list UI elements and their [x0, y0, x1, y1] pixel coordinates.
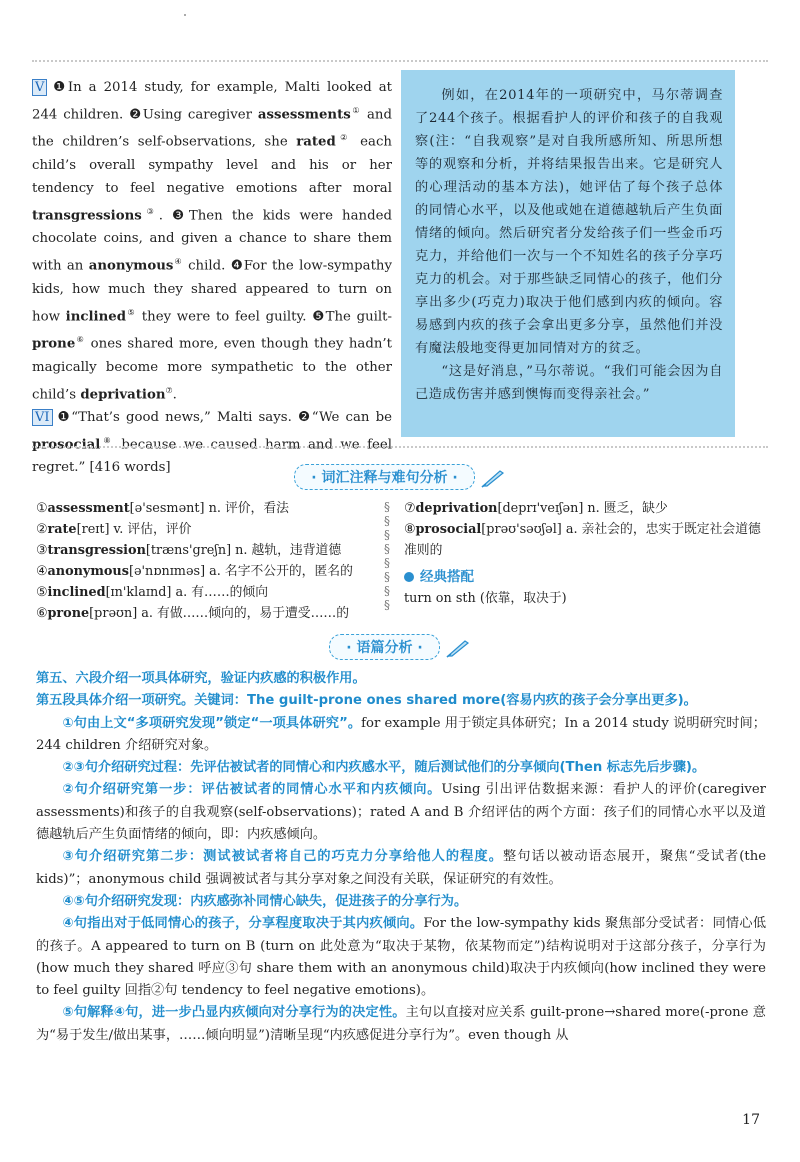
vocab-item: ④anonymous[ə'nɒnɪməs] a. 名字不公开的，匿名的 — [36, 564, 353, 579]
analysis-point: ③句介绍研究第二步：测试被试者将自己的巧克力分享给他人的程度。整句话以被动语态展开，聚焦“受试者(the kids)”；anonymous child 强调被试者与其分享对象之间没有关联，保证研究的有效性。 — [36, 849, 766, 887]
discourse-analysis — [36, 668, 766, 1047]
scan-speck — [184, 14, 186, 16]
vocab-item: ①assessment[ə'sesmənt] n. 评价，看法 — [36, 501, 289, 516]
quill-pen-icon — [480, 468, 506, 488]
collocation-item: turn on sth (依靠，取决于) — [404, 591, 567, 606]
vocab-word: transgressions — [32, 208, 142, 224]
top-divider — [32, 60, 768, 62]
quill-pen-icon — [445, 638, 471, 658]
page-number: 17 — [742, 1112, 760, 1128]
vocab-list-left — [36, 498, 376, 624]
translation-paragraph: 例如，在2014年的一项研究中，马尔蒂调查了244个孩子。根据看护人的评价和孩子的自我观察(注：“自我观察”是对自我所感所知、所思所想等的观察和分析，并将结果报告出来。它是研究人的心理活动的基本方法)，她评估了每个孩子总体的同情心水平，以及他或她在道德越轨后产生负面情绪的倾向。然后研究者分发给孩子们一些金币巧克力，并给他们一次与一个不知姓名的孩子分享巧克力的机会。对于那些缺乏同情心的孩子，他们分享出多少(巧克力)取决于他们感到内疚的倾向。容易感到内疚的孩子会拿出更多分享，虽然他们并没有魔法般地变得更加同情对方的贫乏。 — [415, 88, 723, 356]
vocab-word: prosocial — [32, 437, 101, 453]
analysis-point: ②句介绍研究第一步：评估被试者的同情心水平和内疚倾向。Using 引出评估数据来源：看护人的评价(caregiver assessments)和孩子的自我观察(self-observations)；rated A and B 介绍评估的两个方面：孩子们的同情心水平以及道德越轨后产生负面情绪的倾向，即：内疚感倾向。 — [36, 782, 766, 843]
vocab-section-heading — [0, 464, 800, 490]
analysis-point: ②③句介绍研究过程：先评估被试者的同情心和内疚感水平，随后测试他们的分享倾向(Then 标志先后步骤)。 — [62, 760, 706, 776]
vocab-item: ⑦deprivation[deprɪ'veɪʃən] n. 匮乏，缺少 — [404, 501, 668, 516]
paragraph-5: V ❶In a 2014 study, for example, Malti looked at 244 children. ❷Using caregiver assessments① and the children’s self-observations, she rated② each child’s overall sympathy level and his or her tendency to feel negative emotions after moral transgressions③. ❸Then the kids were handed chocolate coins, and given a chance to share them with an anonymous④ child. ❹For the low-sympathy kids, how much they shared appeared to turn on how inclined⑤ they were to feel guilty. ❺The guilt-prone⑥ ones shared more, even though they hadn’t magically become more sympathetic to the other child’s deprivation⑦. — [32, 80, 393, 402]
vocab-item: ③transgression[træns'greʃn] n. 越轨，违背道德 — [36, 543, 342, 558]
analysis-section-heading — [0, 634, 800, 660]
analysis-point: ④⑤句介绍研究发现：内疚感弥补同情心缺失，促进孩子的分享行为。 — [62, 893, 468, 909]
translation-box — [401, 70, 735, 437]
vocab-word: rated — [296, 134, 336, 150]
collocation-heading: 经典搭配 — [404, 567, 764, 588]
analysis-point: ④句指出对于低同情心的孩子，分享程度取决于其内疚倾向。For the low-sympathy kids 聚焦部分受试者：同情心低的孩子。A appeared to turn on B (turn on 此处意为“取决于某物，依某物而定”)结构说明对于这部分孩子，分享行为(how much they shared 呼应③句 share them with an anonymous child)取决于内疚倾向(how inclined they were to feel guilty 回指②句 tendency to feel negative emotions)。 — [36, 916, 767, 999]
analysis-point: ①句由上文“多项研究发现”锁定“一项具体研究”。for example 用于锁定具体研究；In a 2014 study 说明研究时间；244 children 介绍研究对象。 — [36, 715, 766, 753]
vocab-item: ⑧prosocial[prəʊ'səʊʃəl] a. 亲社会的，忠实于既定社会道德准则的 — [404, 522, 761, 558]
paragraph-marker: VI — [32, 409, 53, 426]
vocab-word: assessments — [257, 107, 351, 123]
vocab-list-right — [404, 498, 764, 609]
english-passage — [32, 76, 392, 479]
vocab-word: inclined — [65, 309, 126, 325]
vocab-item: ②rate[reɪt] v. 评估，评价 — [36, 522, 192, 537]
paragraph-marker: V — [32, 79, 47, 96]
paragraph-6: VI ❶“That’s good news,” Malti says. ❷“We can be prosocial⑧ because we caused harm and we feel regret.” [416 words] — [32, 409, 392, 476]
vocab-word: prone — [32, 336, 76, 352]
wavy-divider: § § § § § § § § — [384, 500, 390, 612]
vocab-item: ⑤inclined[ɪn'klaɪnd] a. 有……的倾向 — [36, 585, 269, 600]
analysis-point: ⑤句解释④句，进一步凸显内疚倾向对分享行为的决定性。主句以直接对应关系 guilt-prone→shared more(-prone 意为“易于发生/做出某事，……倾向明显”)清晰呈现“内疚感促进分享行为”。even though 从 — [36, 1005, 766, 1043]
vocab-word: deprivation — [80, 386, 166, 402]
vocab-word: anonymous — [88, 258, 174, 274]
analysis-section-title: · 语篇分析 · — [329, 634, 439, 660]
bullet-dot-icon — [404, 572, 414, 582]
translation-paragraph: “这是好消息，”马尔蒂说。“我们可能会因为自己造成伤害并感到懊悔而变得亲社会。” — [415, 364, 723, 402]
analysis-keyword: 第五段具体介绍一项研究。关键词：The guilt-prone ones shared more(容易内疚的孩子会分享出更多)。 — [36, 693, 697, 709]
analysis-summary: 第五、六段介绍一项具体研究，验证内疚感的积极作用。 — [36, 671, 366, 686]
vocab-item: ⑥prone[prəʊn] a. 有做……倾向的，易于遭受……的 — [36, 606, 349, 621]
middle-divider — [32, 446, 768, 448]
vocab-section-title: · 词汇注释与难句分析 · — [294, 464, 474, 490]
